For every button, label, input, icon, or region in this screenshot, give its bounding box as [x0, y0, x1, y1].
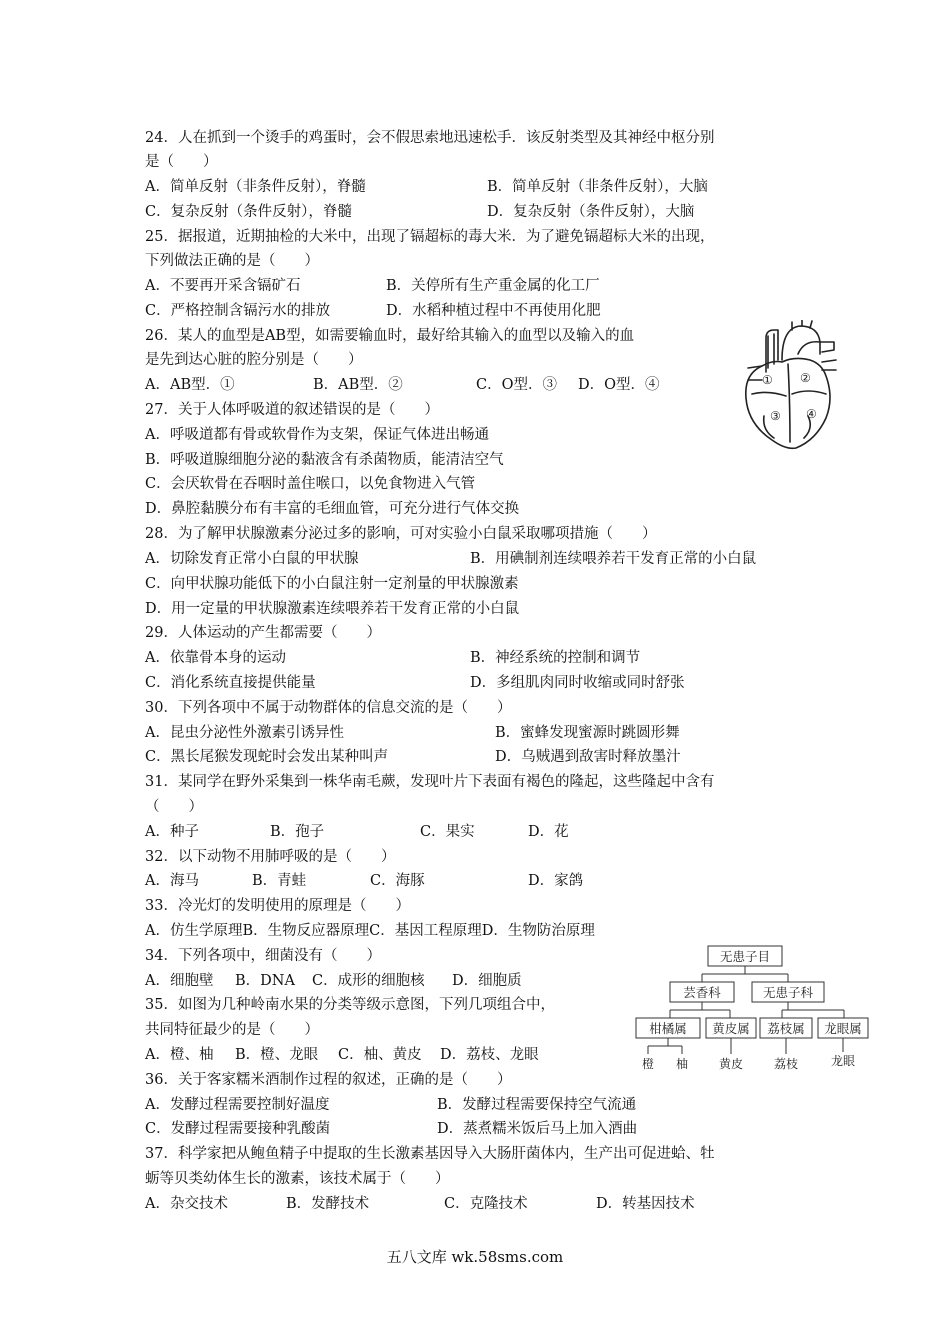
q30-option-a: A．昆虫分泌性外激素引诱异性 [145, 725, 344, 741]
footer-watermark[interactable]: 五八文库 wk.58sms.com [386, 1248, 564, 1266]
q25-option-c: C．严格控制含镉污水的排放 [145, 303, 331, 319]
tree-genus-label-4: 龙眼属 [824, 1021, 862, 1036]
q30-stem: 30．下列各项中不属于动物群体的信息交流的是（ ） [145, 700, 512, 716]
pulmonary-veins [822, 360, 836, 370]
q25-option-d: D．水稻种植过程中不再使用化肥 [386, 303, 601, 319]
q32-stem: 32．以下动物不用肺呼吸的是（ ） [145, 849, 396, 865]
q36-option-b: B．发酵过程需要保持空气流通 [437, 1097, 637, 1113]
q25-stem-line1: 25．据报道，近期抽检的大米中，出现了镉超标的毒大米．为了避免镉超标大米的出现， [145, 229, 715, 245]
q33-option-b: B．生物反应器原理 [242, 923, 370, 939]
tree-lines-family-1 [670, 1002, 730, 1018]
tree-fruit-2: 柚 [675, 1057, 689, 1071]
q35-option-d: D．荔枝、龙眼 [440, 1047, 539, 1063]
q35-option-c: C．柚、黄皮 [338, 1047, 422, 1063]
q28-stem: 28．为了解甲状腺激素分泌过多的影响，可对实验小白鼠采取哪项措施（ ） [145, 526, 657, 542]
q29-option-a: A．依靠骨本身的运动 [145, 650, 286, 666]
aorta-branches [792, 320, 812, 330]
q34-option-c: C．成形的细胞核 [312, 973, 425, 989]
right-pulmonary-veins [748, 366, 762, 380]
q32-option-c: C．海豚 [370, 873, 425, 889]
tree-family-label-2: 无患子科 [762, 985, 814, 1000]
q26-stem-line2: 是先到达心脏的腔分别是（ ） [145, 352, 363, 368]
q24-option-a: A．简单反射（非条件反射），脊髓 [145, 179, 366, 195]
q28-option-d: D．用一定量的甲状腺激素连续喂养若干发育正常的小白鼠 [145, 601, 520, 617]
q25-option-b: B．关停所有生产重金属的化工厂 [386, 278, 600, 294]
q33-option-d: D．生物防治原理 [481, 923, 595, 939]
q37-stem-line2: 蛎等贝类幼体生长的激素，该技术属于（ ） [145, 1171, 450, 1187]
pulmonary-artery [798, 342, 834, 354]
q31-option-d: D．花 [528, 824, 569, 840]
q31-option-a: A．种子 [145, 824, 199, 840]
q36-option-c: C．发酵过程需要接种乳酸菌 [145, 1121, 331, 1137]
q36-stem: 36．关于客家糯米酒制作过程的叙述，正确的是（ ） [145, 1072, 512, 1088]
q26-stem-line1: 26．某人的血型是AB型，如需要输血时，最好给其输入的血型以及输入的血 [145, 328, 635, 344]
q24-option-c: C．复杂反射（条件反射），脊髓 [145, 204, 352, 220]
tree-fruit-5: 龙眼 [830, 1054, 856, 1068]
q28-option-a: A．切除发育正常小白鼠的甲状腺 [145, 551, 359, 567]
q35-stem-line1: 35．如图为几种岭南水果的分类等级示意图，下列几项组合中， [145, 997, 555, 1013]
q33-stem: 33．冷光灯的发明使用的原理是（ ） [145, 898, 410, 914]
q33-options [145, 922, 595, 940]
q32-option-a: A．海马 [145, 873, 199, 889]
q26-option-d: D．O型．④ [578, 377, 660, 393]
q33-option-a: A．仿生学原理 [145, 923, 243, 939]
tree-genus-label-1: 柑橘属 [649, 1021, 687, 1036]
q34-option-d: D．细胞质 [452, 973, 522, 989]
q25-stem-line2: 下列做法正确的是（ ） [145, 253, 319, 269]
q29-option-d: D．多组肌肉同时收缩或同时舒张 [470, 675, 685, 691]
q35-option-b: B．橙、龙眼 [235, 1047, 319, 1063]
q30-option-d: D．乌贼遇到敌害时释放墨汁 [495, 749, 681, 765]
q31-stem-line2: （ ） [145, 799, 203, 815]
aortic-arch [782, 326, 820, 360]
q34-option-b: B．DNA [235, 973, 295, 989]
q28-option-c: C．向甲状腺功能低下的小白鼠注射一定剂量的甲状腺激素 [145, 576, 519, 592]
left-av-valve [792, 391, 826, 394]
heart-label-1: ① [762, 373, 773, 387]
q25-option-a: A．不要再开采含镉矿石 [145, 278, 301, 294]
q37-option-a: A．杂交技术 [145, 1196, 228, 1212]
q37-option-b: B．发酵技术 [286, 1196, 370, 1212]
tree-lines-genus [648, 1038, 843, 1054]
q24-option-d: D．复杂反射（条件反射），大脑 [487, 204, 695, 220]
q28-option-b: B．用碘制剂连续喂养若干发育正常的小白鼠 [470, 551, 757, 567]
q35-option-a: A．橙、柚 [145, 1047, 214, 1063]
tree-order-label: 无患子目 [719, 949, 771, 964]
q36-option-a: A．发酵过程需要控制好温度 [145, 1097, 330, 1113]
q27-option-a: A．呼吸道都有骨或软骨作为支架，保证气体进出畅通 [145, 427, 489, 443]
q31-stem-line1: 31．某同学在野外采集到一株华南毛蕨，发现叶片下表面有褐色的隆起，这些隆起中含有 [145, 774, 715, 790]
q31-option-c: C．果实 [420, 824, 475, 840]
q36-option-d: D．蒸煮糯米饭后马上加入酒曲 [437, 1121, 638, 1137]
q29-option-b: B．神经系统的控制和调节 [470, 650, 641, 666]
q27-option-d: D．鼻腔黏膜分布有丰富的毛细血管，可充分进行气体交换 [145, 501, 520, 517]
q29-option-c: C．消化系统直接提供能量 [145, 675, 316, 691]
classification-tree [630, 942, 870, 1090]
tree-lines-order [702, 966, 788, 982]
q34-option-a: A．细胞壁 [145, 973, 214, 989]
q27-stem: 27．关于人体呼吸道的叙述错误的是（ ） [145, 402, 439, 418]
heart-diagram [738, 320, 838, 456]
q31-option-b: B．孢子 [270, 824, 325, 840]
tree-fruit-3: 黄皮 [718, 1057, 744, 1071]
tree-family-label-1: 芸香科 [683, 985, 721, 1000]
q37-stem-line1: 37．科学家把从鲍鱼精子中提取的生长激素基因导入大肠肝菌体内，生产出可促进蛤、牡 [145, 1146, 715, 1162]
q26-option-b: B．AB型．② [313, 377, 403, 393]
q24-option-b: B．简单反射（非条件反射），大脑 [487, 179, 708, 195]
q30-option-c: C．黑长尾猴发现蛇时会发出某种叫声 [145, 749, 389, 765]
q37-option-d: D．转基因技术 [596, 1196, 695, 1212]
heart-label-3: ③ [770, 409, 781, 423]
heart-septum [788, 364, 790, 442]
heart-label-4: ④ [806, 407, 817, 421]
tree-fruit-4: 荔枝 [773, 1057, 799, 1071]
q33-option-c: C．基因工程原理 [369, 923, 482, 939]
q27-option-b: B．呼吸道腺细胞分泌的黏液含有杀菌物质，能清洁空气 [145, 452, 504, 468]
tree-genus-label-3: 荔枝属 [767, 1021, 805, 1036]
q32-option-b: B．青蛙 [252, 873, 307, 889]
tree-fruit-1: 橙 [641, 1057, 655, 1071]
q35-stem-line2: 共同特征最少的是（ ） [145, 1022, 319, 1038]
tree-genus-label-2: 黄皮属 [712, 1021, 750, 1036]
q26-option-a: A．AB型．① [145, 377, 235, 393]
q32-option-d: D．家鸽 [528, 873, 584, 889]
q37-option-c: C．克隆技术 [444, 1196, 528, 1212]
q30-option-b: B．蜜蜂发现蜜源时跳圆形舞 [495, 725, 680, 741]
right-av-valve [752, 392, 786, 396]
q27-option-c: C．会厌软骨在吞咽时盖住喉口，以免食物进入气管 [145, 476, 476, 492]
q29-stem: 29．人体运动的产生都需要（ ） [145, 625, 381, 641]
q34-stem: 34．下列各项中，细菌没有（ ） [145, 948, 381, 964]
heart-label-2: ② [800, 371, 811, 385]
q26-option-c: C．O型．③ [476, 377, 557, 393]
tree-lines-family-2 [782, 1002, 844, 1018]
q24-stem-line1: 24．人在抓到一个烫手的鸡蛋时，会不假思索地迅速松手．该反射类型及其神经中枢分别 [145, 130, 715, 146]
q24-stem-line2: 是（ ） [145, 154, 218, 170]
